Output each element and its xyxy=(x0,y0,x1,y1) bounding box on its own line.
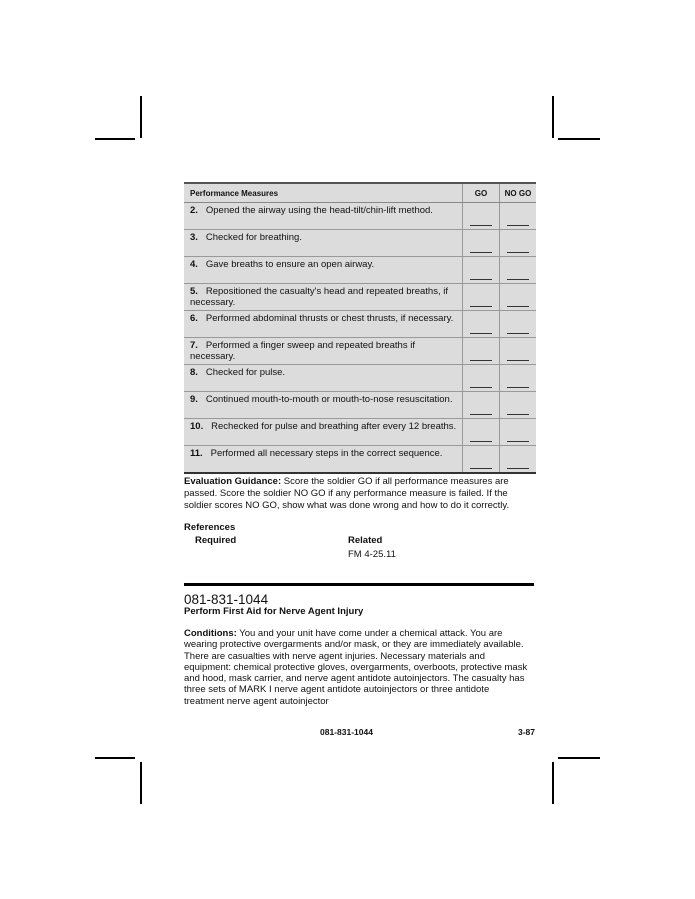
crop-mark-top-right-horizontal xyxy=(558,138,600,140)
crop-mark-bottom-right-horizontal xyxy=(558,757,600,759)
no-go-blank-line[interactable] xyxy=(507,413,529,415)
evaluation-guidance-label: Evaluation Guidance: xyxy=(184,476,282,487)
measure-number: 4. xyxy=(190,259,198,270)
go-blank-line[interactable] xyxy=(470,413,492,415)
no-go-blank-line[interactable] xyxy=(507,224,529,226)
go-cell xyxy=(463,257,500,284)
measure-number: 5. xyxy=(190,286,198,297)
no-go-cell xyxy=(500,365,537,392)
performance-measure xyxy=(184,392,463,419)
performance-measures-body xyxy=(184,203,536,474)
crop-mark-bottom-left-horizontal xyxy=(95,757,135,759)
header-no-go: NO GO xyxy=(500,183,537,203)
measure-text: Performed all necessary steps in the correct sequence. xyxy=(210,448,443,459)
measure-number: 9. xyxy=(190,394,198,405)
measure-text: Gave breaths to ensure an open airway. xyxy=(205,259,375,270)
crop-mark-bottom-right-vertical xyxy=(552,762,554,804)
go-blank-line[interactable] xyxy=(470,359,492,361)
measure-number: 6. xyxy=(190,313,198,324)
no-go-cell xyxy=(500,392,537,419)
measure-text: Opened the airway using the head-tilt/chin-lift method. xyxy=(205,205,433,216)
no-go-cell xyxy=(500,230,537,257)
references-heading: References xyxy=(184,522,236,533)
task-divider xyxy=(184,583,534,586)
related-reference: FM 4-25.11 xyxy=(348,549,396,560)
no-go-cell xyxy=(500,338,537,365)
table-row xyxy=(184,203,536,230)
performance-measure xyxy=(184,446,463,474)
go-blank-line[interactable] xyxy=(470,305,492,307)
references-related-item xyxy=(184,549,536,563)
measure-text: Repositioned the casualty's head and repeated breaths, if necessary. xyxy=(190,286,448,308)
evaluation-guidance-text: Score the soldier GO if all performance measures are passed. Score the soldier NO GO if any performance measure is failed. If the soldier scores NO GO, show what was done wrong and how to do it correctly. xyxy=(184,476,510,511)
measure-number: 8. xyxy=(190,367,198,378)
go-blank-line[interactable] xyxy=(470,251,492,253)
no-go-blank-line[interactable] xyxy=(507,359,529,361)
no-go-blank-line[interactable] xyxy=(507,251,529,253)
no-go-blank-line[interactable] xyxy=(507,278,529,280)
evaluation-guidance xyxy=(184,476,536,512)
table-row xyxy=(184,392,536,419)
go-blank-line[interactable] xyxy=(470,386,492,388)
table-row xyxy=(184,446,536,474)
go-cell xyxy=(463,230,500,257)
measure-number: 11. xyxy=(190,448,203,459)
performance-measure xyxy=(184,365,463,392)
measure-number: 2. xyxy=(190,205,198,216)
go-blank-line[interactable] xyxy=(470,440,492,442)
go-cell xyxy=(463,419,500,446)
go-cell xyxy=(463,311,500,338)
no-go-cell xyxy=(500,284,537,311)
crop-mark-top-left-horizontal xyxy=(95,138,135,140)
measure-text: Checked for pulse. xyxy=(205,367,286,378)
go-blank-line[interactable] xyxy=(470,467,492,469)
crop-mark-bottom-left-vertical xyxy=(140,762,142,804)
no-go-cell xyxy=(500,419,537,446)
go-cell xyxy=(463,392,500,419)
footer-page-number: 3-87 xyxy=(518,727,536,737)
performance-measure xyxy=(184,311,463,338)
measure-text: Rechecked for pulse and breathing after every 12 breaths. xyxy=(211,421,457,432)
table-row xyxy=(184,311,536,338)
go-blank-line[interactable] xyxy=(470,278,492,280)
table-row xyxy=(184,419,536,446)
no-go-blank-line[interactable] xyxy=(507,467,529,469)
no-go-cell xyxy=(500,203,537,230)
no-go-blank-line[interactable] xyxy=(507,305,529,307)
header-go: GO xyxy=(463,183,500,203)
measure-text: Checked for breathing. xyxy=(205,232,302,243)
task-number: 081-831-1044 xyxy=(184,592,269,607)
no-go-blank-line[interactable] xyxy=(507,332,529,334)
performance-measure xyxy=(184,203,463,230)
measure-text: Continued mouth-to-mouth or mouth-to-nose resuscitation. xyxy=(205,394,453,405)
no-go-blank-line[interactable] xyxy=(507,386,529,388)
header-performance-measures: Performance Measures xyxy=(184,183,463,203)
conditions-text: You and your unit have come under a chemical attack. You are wearing protective overgarments and/or mask, or they are immediately available. There are casualties with nerve agent injuries. Necessary materials and equipment: chemical protective gloves, overgarments, overboots, protective mask and hood, mask carrier, and nerve agent antidote autoinjectors. The casualty has three sets of MARK I nerve agent antidote autoinjectors or three antidote treatment nerve agent autoinjector xyxy=(184,628,528,707)
go-cell xyxy=(463,446,500,474)
performance-measure xyxy=(184,257,463,284)
go-blank-line[interactable] xyxy=(470,224,492,226)
no-go-cell xyxy=(500,311,537,338)
table-row xyxy=(184,338,536,365)
measure-number: 7. xyxy=(190,340,198,351)
measure-text: Performed abdominal thrusts or chest thrusts, if necessary. xyxy=(205,313,454,324)
no-go-cell xyxy=(500,257,537,284)
go-cell xyxy=(463,365,500,392)
no-go-blank-line[interactable] xyxy=(507,440,529,442)
measure-number: 10. xyxy=(190,421,204,432)
references-related-label: Related xyxy=(348,535,383,546)
measure-text: Performed a finger sweep and repeated breaths if necessary. xyxy=(190,340,415,362)
table-row xyxy=(184,365,536,392)
go-blank-line[interactable] xyxy=(470,332,492,334)
references-required-label: Required xyxy=(195,535,237,546)
no-go-cell xyxy=(500,446,537,474)
task-conditions xyxy=(184,628,529,707)
performance-measure xyxy=(184,419,463,446)
task-title: Perform First Aid for Nerve Agent Injury xyxy=(184,606,364,617)
performance-measure xyxy=(184,338,463,365)
table-row xyxy=(184,257,536,284)
crop-mark-top-right-vertical xyxy=(552,96,554,138)
go-cell xyxy=(463,284,500,311)
table-row xyxy=(184,230,536,257)
performance-measures-table xyxy=(184,182,536,474)
table-header-row xyxy=(184,183,536,203)
page-content xyxy=(184,182,536,563)
go-cell xyxy=(463,338,500,365)
measure-number: 3. xyxy=(190,232,198,243)
go-cell xyxy=(463,203,500,230)
footer-task-number: 081-831-1044 xyxy=(320,727,373,737)
conditions-label: Conditions: xyxy=(184,628,237,639)
references-column-headers xyxy=(184,535,536,549)
crop-mark-top-left-vertical xyxy=(140,96,142,138)
performance-measure xyxy=(184,284,463,311)
table-row xyxy=(184,284,536,311)
performance-measure xyxy=(184,230,463,257)
